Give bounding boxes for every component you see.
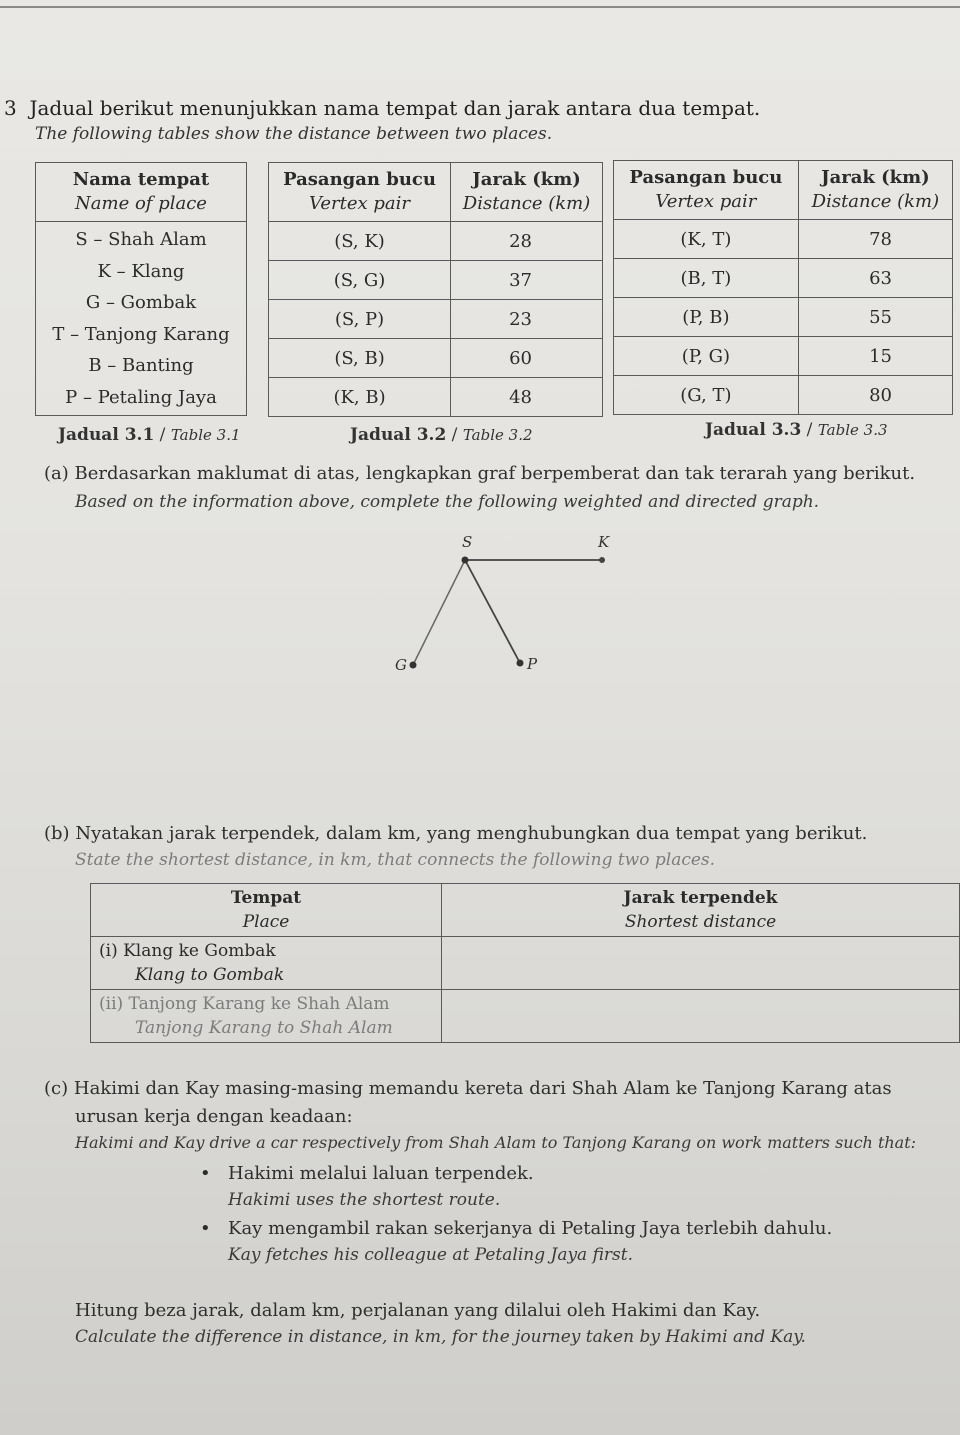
- place-ms: Tanjong Karang ke Shah Alam: [128, 994, 390, 1014]
- edge-s-p: [465, 560, 520, 663]
- table-distances-1: [268, 162, 603, 417]
- bullet-icon: •: [200, 1163, 211, 1184]
- list-item: T – Tanjong Karang: [52, 323, 230, 345]
- table3-col2-ms: Jarak (km): [821, 167, 930, 188]
- place-cell: [91, 937, 442, 990]
- distance-value: 15: [798, 337, 952, 376]
- table4-col-distance: [442, 884, 960, 937]
- vertex-s-label: S: [462, 533, 473, 551]
- row-number: (ii): [99, 994, 124, 1014]
- distance-value: 80: [798, 376, 952, 415]
- table-row: [614, 337, 953, 376]
- edge-s-g: [413, 560, 465, 665]
- part-b-text-ms: [44, 823, 867, 844]
- table3-col2-en: Distance (km): [811, 191, 940, 212]
- part-c-text-ms-2: urusan kerja dengan keadaan:: [75, 1106, 353, 1127]
- table-row: [269, 339, 603, 378]
- part-c-label: (c): [44, 1078, 69, 1099]
- part-c-text-ms-1: [44, 1078, 892, 1099]
- row-number: (i): [99, 941, 118, 961]
- table-row: [269, 222, 603, 261]
- final-question-en: Calculate the difference in distance, in km, for the journey taken by Hakimi and Kay.: [75, 1327, 806, 1347]
- table-shortest-distance: [90, 883, 960, 1043]
- vertex-pair: (P, G): [614, 337, 799, 376]
- distance-value: 55: [798, 298, 952, 337]
- distance-value: 48: [451, 378, 603, 417]
- part-a-label: (a): [44, 463, 69, 484]
- vertex-g-dot: [410, 662, 417, 669]
- table3-col-distance: [798, 161, 952, 220]
- part-b-text-en: State the shortest distance, in km, that connects the following two places.: [75, 850, 716, 870]
- vertex-pair: (G, T): [614, 376, 799, 415]
- table4-col2-ms: Jarak terpendek: [623, 888, 778, 908]
- top-rule: [0, 6, 960, 8]
- vertex-k-dot: [599, 557, 605, 563]
- vertex-pair: (S, P): [269, 300, 451, 339]
- bullet-1-ms: Hakimi melalui laluan terpendek.: [228, 1163, 534, 1184]
- table4-col2-en: Shortest distance: [624, 912, 777, 932]
- part-b-label: (b): [44, 823, 70, 844]
- caption-ms: Jadual 3.3: [705, 420, 802, 440]
- table-row: [614, 259, 953, 298]
- table-distances-2: [613, 160, 953, 415]
- distance-value: 28: [451, 222, 603, 261]
- table2-col1-ms: Pasangan bucu: [283, 169, 436, 190]
- bullet-icon: •: [200, 1218, 211, 1239]
- question-stem-ms: [4, 96, 760, 120]
- table4-col1-ms: Tempat: [230, 888, 302, 908]
- part-c-text-en: Hakimi and Kay drive a car respectively from Shah Alam to Tanjong Karang on work matters such that:: [75, 1133, 917, 1152]
- bullet-1-en: Hakimi uses the shortest route.: [228, 1190, 501, 1210]
- table-row: [614, 376, 953, 415]
- vertex-pair: (K, T): [614, 220, 799, 259]
- list-item: P – Petaling Jaya: [65, 386, 217, 408]
- table2-col-pair: [269, 163, 451, 222]
- table2-col-distance: [451, 163, 603, 222]
- table1-header-ms: Nama tempat: [72, 169, 210, 190]
- caption-ms: Jadual 3.1: [58, 425, 155, 445]
- table1-header-en: Name of place: [75, 193, 207, 214]
- caption-en: Table 3.3: [817, 421, 888, 439]
- table-place-names: [35, 162, 247, 416]
- part-c-instruction-ms: Hakimi dan Kay masing-masing memandu kereta dari Shah Alam ke Tanjong Karang atas: [73, 1078, 892, 1099]
- table3-col1-en: Vertex pair: [655, 191, 757, 212]
- list-item: S – Shah Alam: [75, 229, 207, 250]
- place-cell: [91, 990, 442, 1043]
- question-number: 3: [4, 96, 17, 120]
- table-row: [269, 378, 603, 417]
- weighted-graph: [380, 530, 640, 690]
- table4-col1-en: Place: [242, 912, 290, 932]
- list-item: K – Klang: [97, 260, 185, 282]
- table2-col2-ms: Jarak (km): [472, 169, 581, 190]
- list-item: B – Banting: [88, 355, 194, 376]
- table2-col1-en: Vertex pair: [309, 193, 411, 214]
- caption-en: Table 3.1: [170, 426, 241, 444]
- table3-col1-ms: Pasangan bucu: [629, 167, 783, 188]
- bullet-2-en: Kay fetches his colleague at Petaling Jaya first.: [228, 1245, 634, 1265]
- place-ms: Klang ke Gombak: [123, 941, 276, 961]
- vertex-p-dot: [517, 660, 524, 667]
- vertex-pair: (S, G): [269, 261, 451, 300]
- distance-value: 63: [798, 259, 952, 298]
- table2-col2-en: Distance (km): [462, 193, 591, 214]
- distance-value: 37: [451, 261, 603, 300]
- vertex-s-dot: [462, 557, 469, 564]
- vertex-g-label: G: [395, 656, 407, 674]
- vertex-pair: (B, T): [614, 259, 799, 298]
- caption-ms: Jadual 3.2: [350, 425, 447, 445]
- table-row: [269, 261, 603, 300]
- answer-field[interactable]: [442, 990, 960, 1043]
- vertex-pair: (P, B): [614, 298, 799, 337]
- bullet-2-ms: Kay mengambil rakan sekerjanya di Petaling Jaya terlebih dahulu.: [228, 1218, 833, 1239]
- question-text-ms: Jadual berikut menunjukkan nama tempat dan jarak antara dua tempat.: [29, 96, 761, 120]
- part-a-text-ms: [44, 463, 915, 484]
- table-row: [91, 937, 960, 990]
- part-a-instruction-ms: Berdasarkan maklumat di atas, lengkapkan graf berpemberat dan tak terarah yang berikut.: [74, 463, 916, 484]
- table3-caption: Jadual 3.3 / Table 3.3: [705, 420, 888, 440]
- vertex-pair: (K, B): [269, 378, 451, 417]
- vertex-pair: (S, K): [269, 222, 451, 261]
- final-question-ms: Hitung beza jarak, dalam km, perjalanan yang dilalui oleh Hakimi dan Kay.: [75, 1300, 761, 1321]
- table4-col-place: [91, 884, 442, 937]
- vertex-p-label: P: [527, 655, 538, 673]
- distance-value: 23: [451, 300, 603, 339]
- table1-caption: Jadual 3.1 / Table 3.1: [58, 425, 241, 445]
- caption-en: Table 3.2: [462, 426, 533, 444]
- part-b-instruction-ms: Nyatakan jarak terpendek, dalam km, yang menghubungkan dua tempat yang berikut.: [75, 823, 868, 844]
- part-a-text-en: Based on the information above, complete the following weighted and directed graph.: [75, 492, 820, 512]
- table1-header: [36, 163, 247, 222]
- table3-col-pair: [614, 161, 799, 220]
- table-row: [614, 298, 953, 337]
- table2-caption: Jadual 3.2 / Table 3.2: [350, 425, 533, 445]
- place-en: Tanjong Karang to Shah Alam: [135, 1018, 393, 1038]
- table-row: [269, 300, 603, 339]
- vertex-k-label: K: [598, 533, 610, 551]
- table-row: [91, 990, 960, 1043]
- vertex-pair: (S, B): [269, 339, 451, 378]
- distance-value: 78: [798, 220, 952, 259]
- table1-body: [36, 222, 247, 416]
- table-row: [614, 220, 953, 259]
- place-en: Klang to Gombak: [135, 965, 285, 985]
- question-stem-en: The following tables show the distance between two places.: [35, 124, 553, 144]
- distance-value: 60: [451, 339, 603, 378]
- list-item: G – Gombak: [85, 292, 197, 313]
- answer-field[interactable]: [442, 937, 960, 990]
